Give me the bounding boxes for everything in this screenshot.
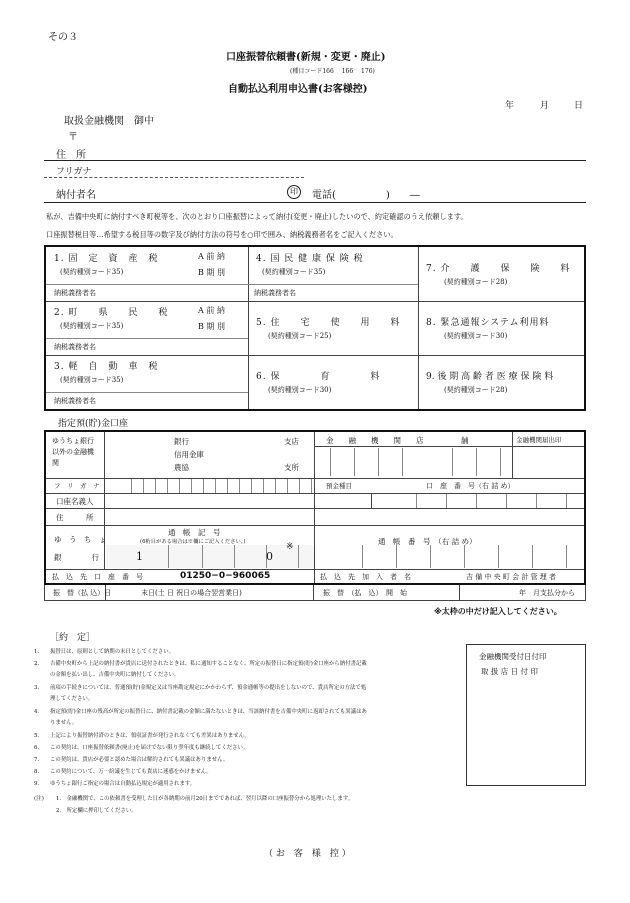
footer-label: （ お 客 様 控 ）: [264, 849, 351, 859]
tax-item-7[interactable]: 7. 介 護 保 険 料: [426, 264, 571, 274]
tax-item-1-option-a[interactable]: A 前 納: [198, 252, 225, 261]
tax-item-3-payer[interactable]: 納税義務者名: [54, 397, 96, 405]
remit-account-label: 払 込 先 口 座 番 号: [52, 573, 143, 581]
term-3: 前項の手続きについては、普通預(貯)金規定又は当座勘定規定にかかわらず、預金通帳等の提出をしないので、貴店所定の方法で処: [50, 685, 367, 691]
subscriber-value: 吉 備 中 央 町 会 計 管 理 者: [466, 573, 557, 581]
tax-item-9[interactable]: 9. 後 期 高 齢 者 医 療 保 険 料: [426, 372, 554, 382]
nokyo-option[interactable]: 農協: [174, 463, 189, 472]
tax-item-3[interactable]: 3. 軽 自 動 車 税: [54, 362, 159, 372]
branch-option[interactable]: 支店: [284, 437, 299, 446]
term-2: 吉備中央町から上記の納付書が貴店に送付されたときは、私に通知することなく、所定の振替日に指定預(貯)金口座から納付書記載: [50, 661, 367, 667]
term-6-no: 6.: [34, 745, 40, 751]
term-2-cont: の金額を払い出し、吉備中央町に納付してください。: [50, 672, 180, 678]
passbook-number-label: 通 帳 番 号 （右 詰 め）: [378, 537, 477, 546]
passbook-symbol-label: 通 帳 記 号: [168, 528, 221, 537]
yucho-label-2: 銀 行: [54, 553, 99, 562]
form-title: 口座振替依頼書(新規・変更・廃止): [226, 52, 386, 63]
term-1-no: 1.: [34, 649, 40, 655]
tax-item-2[interactable]: 2. 町 県 民 税: [54, 308, 169, 318]
term-4-no: 4.: [34, 709, 40, 715]
furigana-line: [44, 177, 304, 178]
term-4: 指定預(貯)金口座の残高が所定の振替日に、納付書記載の金額に満たないときは、当該納付書を吉備中央町に返却されても異議はあ: [50, 709, 367, 715]
transfer-row: [44, 585, 586, 601]
payer-label: 納付者名: [56, 190, 96, 201]
receipt-subtitle: 取 扱 店 日 付 印: [481, 667, 538, 676]
form-subtitle: 自動払込利用申込書(お客様控): [228, 84, 368, 95]
footnote-label: (注): [34, 796, 44, 802]
other-bank-label: ゆうちょ銀行 以外の金融機 関: [52, 437, 94, 467]
institution-seal-label: 金融機関届出印: [516, 436, 562, 444]
tax-item-2-option-a[interactable]: A 前 納: [198, 306, 225, 315]
holder-label: 口座名義人: [56, 497, 94, 506]
passbook-number-boxes[interactable]: [316, 545, 584, 568]
term-7-no: 7.: [34, 757, 40, 763]
tax-item-1-payer[interactable]: 納税義務者名: [54, 289, 96, 297]
passbook-symbol-note: (6桁目がある場合は※欄にご記入ください。): [140, 539, 246, 545]
account-section-title: 指定預(貯)金口座: [58, 419, 129, 429]
term-9: ゆうちょ銀行ご指定の場合は自動払込規定が適用されます。: [50, 781, 196, 787]
tax-item-5[interactable]: 5. 住 宅 使 用 料: [256, 318, 401, 328]
phone-label: 電話( ) ―: [312, 190, 420, 201]
tax-item-9-code: (契約種別コード28): [444, 386, 508, 394]
tax-item-1-option-b[interactable]: B 期 別: [198, 268, 225, 277]
institution-header: 金 融 機 関 店 舗: [326, 436, 469, 445]
subscriber-label: 払 込 先 加 入 者 名: [320, 573, 411, 581]
tax-item-8-code: (契約種別コード30): [444, 332, 508, 340]
kome-mark: ※: [286, 542, 294, 552]
term-9-no: 9.: [34, 781, 40, 787]
address-line: [44, 160, 586, 161]
date-day: 日: [574, 101, 584, 111]
intro-line-2: 口座振替税目等…希望する税目等の数字及び納付方法の符号を○印で囲み、納税義務者名をご記入ください。: [46, 230, 398, 239]
postal-mark: 〒: [68, 132, 78, 143]
account-number-boxes[interactable]: [372, 494, 584, 508]
remit-account-value: 01250−0−960065: [180, 571, 271, 581]
address-label: 住 所: [56, 150, 86, 161]
intro-line-1: 私が、吉備中央町に納付すべき町税等を、次のとおり口座振替によって納付(変更・廃止)したいので、約定確認のうえ依頼します。: [46, 212, 468, 221]
tax-item-4-code: (契約種別コード35): [262, 268, 326, 276]
tax-item-1[interactable]: 1. 固 定 資 産 税: [54, 254, 159, 264]
tax-item-2-payer[interactable]: 納税義務者名: [54, 343, 96, 351]
tax-item-3-code: (契約種別コード35): [60, 376, 124, 384]
passbook-digit-0: 0: [266, 550, 273, 563]
footnote-1: 1. 金融機関で、この依頼書を受理した日が各納期の前月20日までであれば、翌月以降の口座振替分から処理いたします。: [56, 796, 354, 802]
transfer-day-value: 末日(土 日 祝日の場合翌営業日): [141, 589, 242, 597]
furigana-boxes[interactable]: [105, 479, 314, 493]
branch2-option[interactable]: 支所: [284, 463, 299, 472]
term-3-cont: 理してください。: [50, 696, 94, 702]
tax-item-5-code: (契約種別コード25): [268, 332, 332, 340]
addressee-label: 取扱金融機関 御中: [64, 116, 154, 127]
term-5: 上記により振替納付済のときは、領収証書が発行されなくても差異はありません。: [50, 733, 250, 739]
transfer-start-label: 振 替 （払 込） 開 始: [323, 589, 407, 597]
account-table: [44, 430, 586, 585]
yucho-label: ゆ う ち ょ: [54, 535, 107, 544]
passbook-digit-1: 1: [136, 550, 143, 563]
form-number: その３: [48, 32, 78, 43]
term-5-no: 5.: [34, 733, 40, 739]
furigana-label: フリガナ: [56, 167, 92, 177]
term-6: この契約は、口座振替依頼書(廃止)を届けでない限り翌年度も継続してください。: [50, 745, 249, 751]
term-8-no: 8.: [34, 769, 40, 775]
account-number-label: 口 座 番 号（右 詰 め）: [426, 482, 515, 490]
shinkin-option[interactable]: 信用金庫: [174, 450, 204, 459]
tax-item-6[interactable]: 6. 保 育 料: [256, 372, 381, 382]
seal-mark: 印: [287, 185, 301, 199]
bank-option[interactable]: 銀行: [174, 437, 189, 446]
tax-item-6-code: (契約種別コード30): [268, 386, 332, 394]
receipt-stamp-box: [466, 644, 586, 786]
date-month: 月: [540, 101, 550, 111]
term-8: この契約について、万一紛議を生じても貴店に迷惑をかけません。: [50, 769, 212, 775]
tax-item-4-payer[interactable]: 納税義務者名: [254, 289, 296, 297]
payer-line: [44, 202, 586, 203]
tax-item-4[interactable]: 4. 国 民 健 康 保 険 税: [256, 254, 364, 264]
term-2-no: 2.: [34, 661, 40, 667]
institution-code-boxes[interactable]: [316, 448, 510, 476]
date-year: 年: [505, 101, 515, 111]
transfer-start-value[interactable]: 年 月支払分から: [519, 589, 575, 597]
terms-heading: ［約 定］: [50, 633, 96, 643]
term-1: 振替日は、原則として納期の末日としてください。: [50, 649, 174, 655]
holder-address-label: 住 所: [56, 513, 94, 522]
tax-item-2-option-b[interactable]: B 期 別: [198, 322, 225, 331]
footnote-2: 2. 所定欄に押印してください。: [56, 808, 137, 814]
tax-item-2-code: (契約種別コード35): [60, 322, 124, 330]
tax-item-8[interactable]: 8. 緊急通報システム利用料: [426, 318, 550, 328]
bold-box-note: ※太枠の中だけ記入してください。: [434, 607, 562, 616]
code-note: (種目コード166 166 176): [290, 68, 375, 75]
deposit-type-label: 預金種目: [326, 482, 352, 490]
tax-item-1-code: (契約種別コード35): [60, 268, 124, 276]
term-7: この契約は、貴店が必要と認めた場合は解約されても異議はありません。: [50, 757, 229, 763]
tax-items-box: [44, 245, 586, 411]
transfer-day-label: 振 替（払 込）日: [53, 589, 112, 597]
term-3-no: 3.: [34, 685, 40, 691]
furigana-field-label: フ リ ガ ナ: [54, 482, 100, 490]
tax-item-7-code: (契約種別コード28): [444, 278, 508, 286]
term-4-cont: りません。: [50, 720, 78, 726]
receipt-title: 金融機関受付日付印: [479, 652, 547, 661]
